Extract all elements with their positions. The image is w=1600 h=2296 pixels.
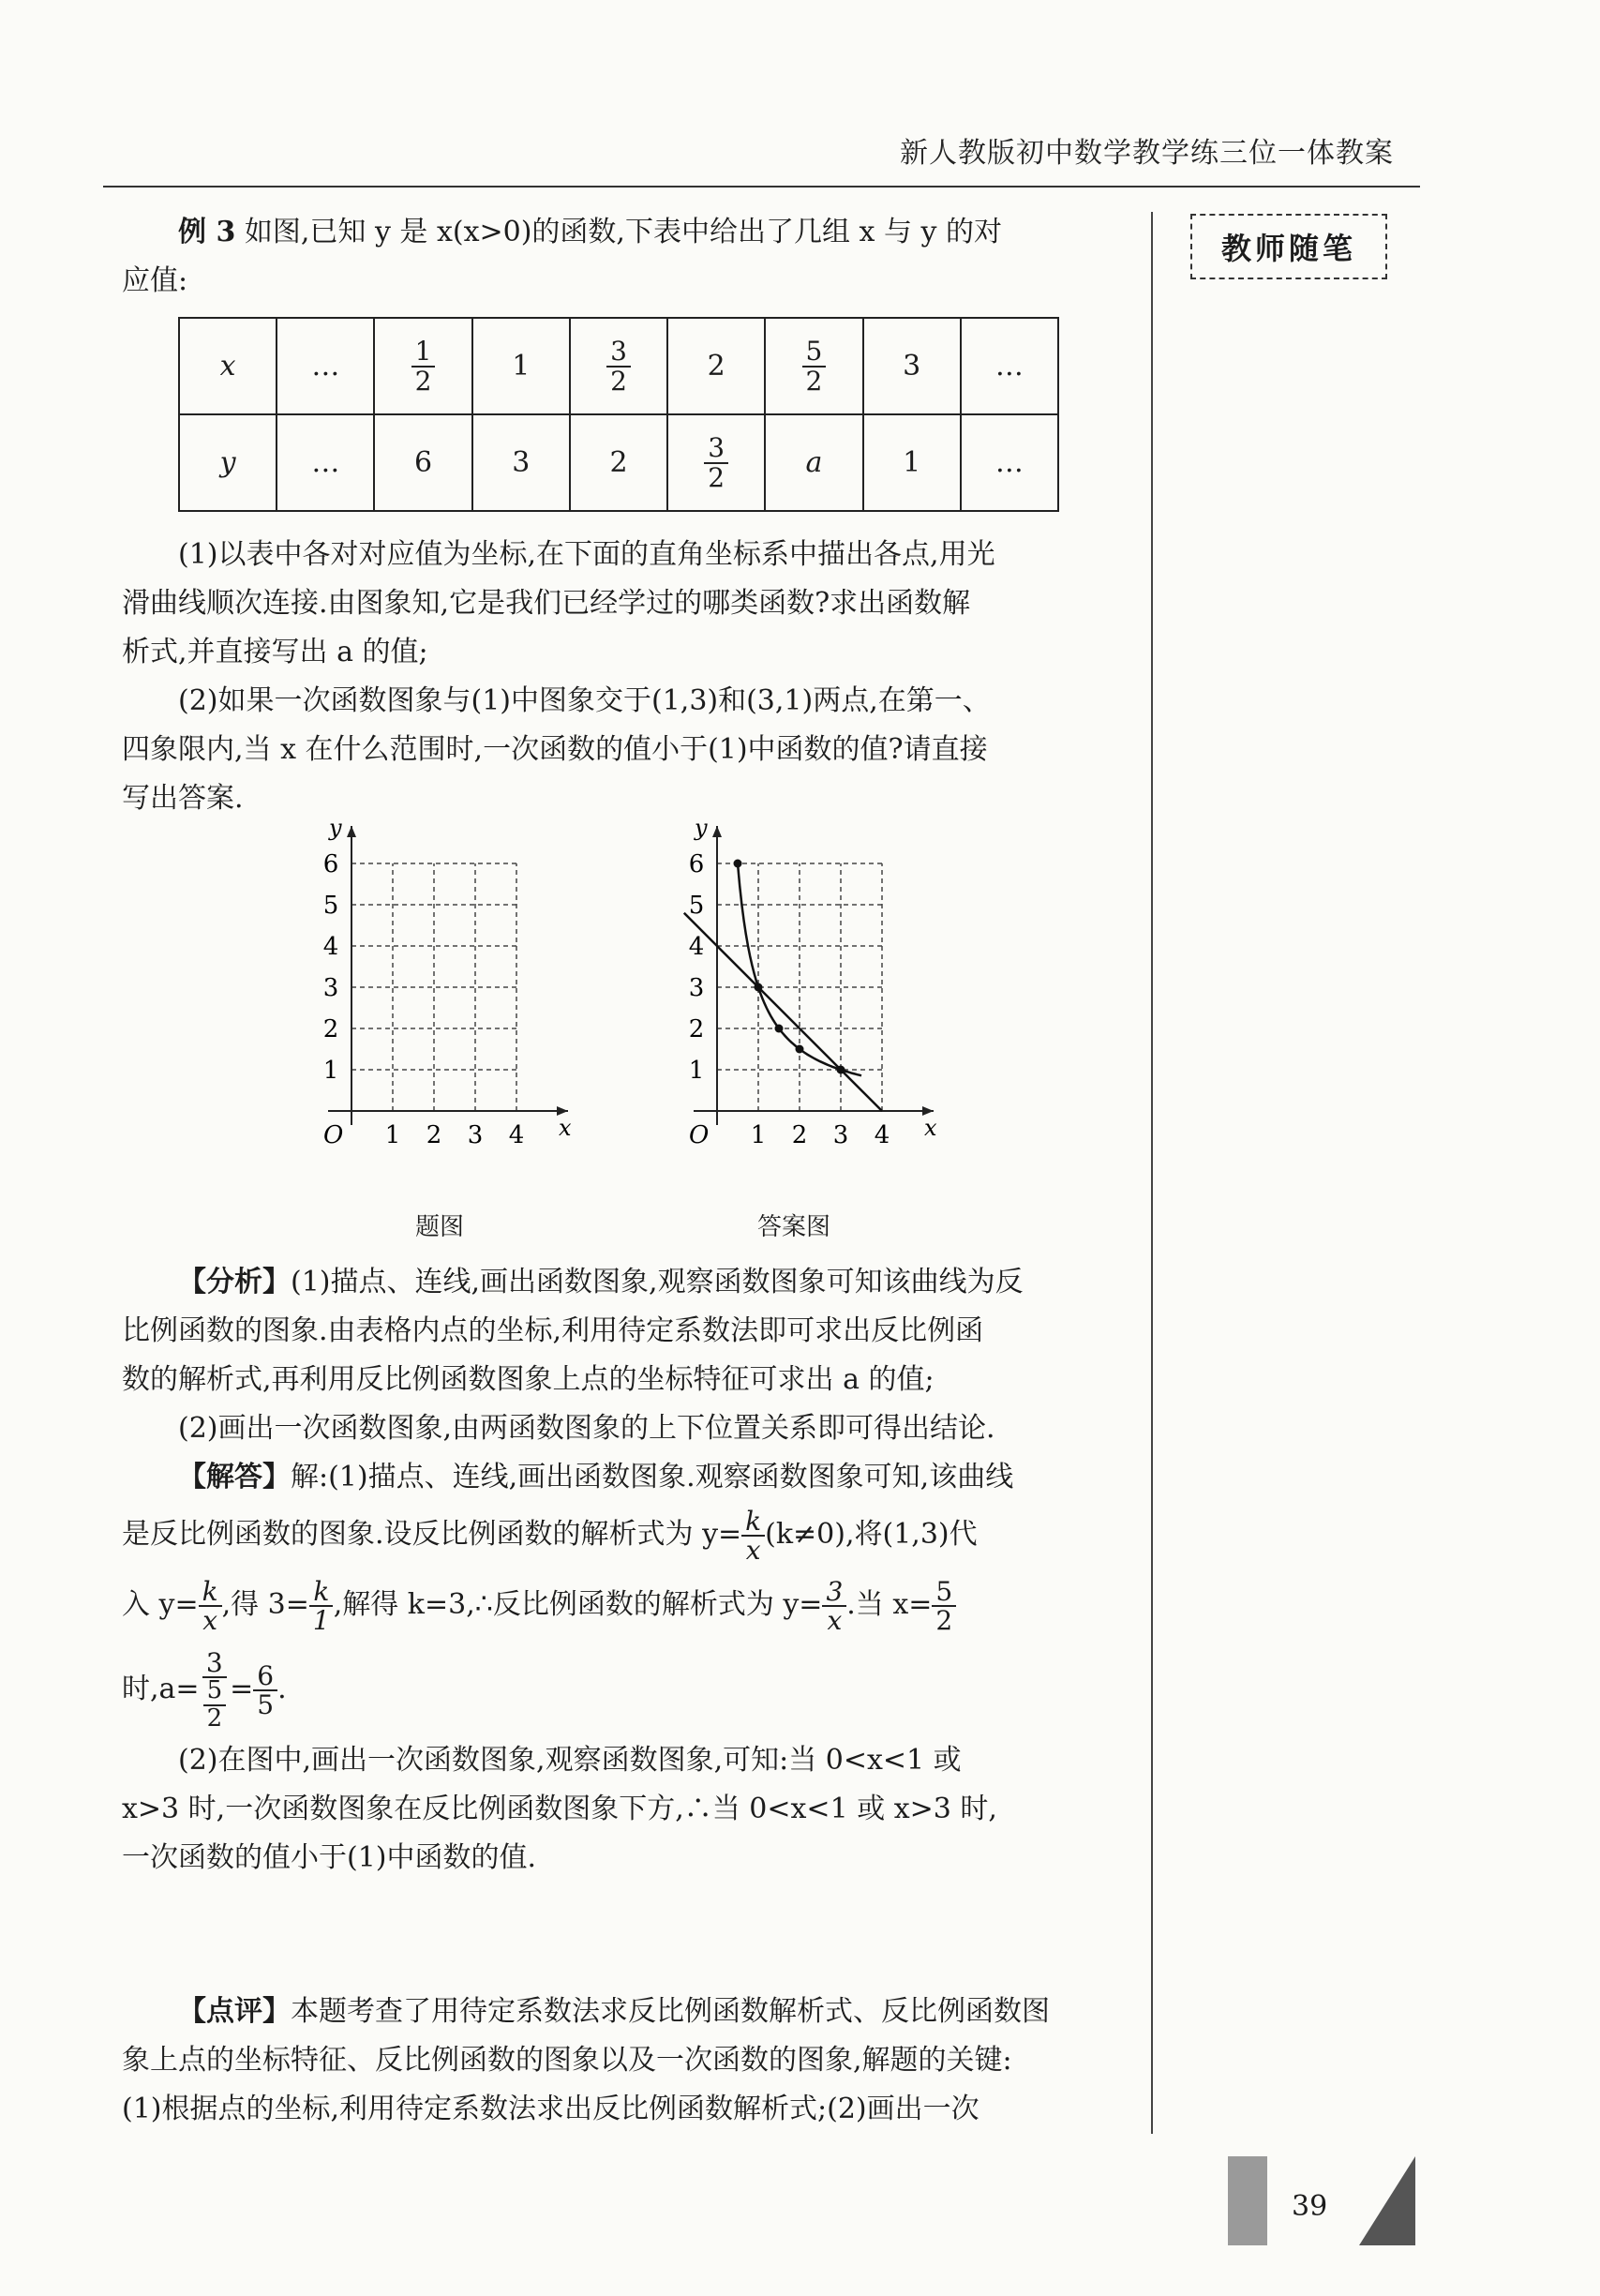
solution-line1: 解:(1)描点、连线,画出函数图象.观察函数图象可知,该曲线 [291, 1461, 1014, 1493]
xy-value-table [178, 317, 1059, 512]
x-tick-label: 3 [467, 1121, 484, 1149]
solution-part2-line3: 一次函数的值小于(1)中函数的值. [122, 1841, 537, 1874]
table-cell: … [961, 414, 1058, 511]
table-row-y [179, 414, 1058, 511]
solution-label: 【解答】 [178, 1461, 291, 1493]
page-tab-marker [1228, 2156, 1267, 2245]
table-cell [667, 414, 765, 511]
q1-line1: (1)以表中各对对应值为坐标,在下面的直角坐标系中描出各点,用光 [178, 538, 995, 571]
y-axis-label: y [329, 815, 342, 841]
x-tick-label: 2 [791, 1121, 808, 1149]
graph-caption-left: 题图 [415, 1213, 465, 1241]
y-axis-arrow [712, 826, 722, 837]
x-tick-label: 1 [750, 1121, 767, 1149]
table-cell: … [277, 414, 374, 511]
q1-line2: 滑曲线顺次连接.由图象知,它是我们已经学过的哪类函数?求出函数解 [122, 587, 971, 620]
table-cell: 2 [570, 414, 667, 511]
fraction: $\frac{3}{2}$ [704, 434, 728, 491]
solution-section [122, 1453, 1134, 1883]
analysis-line4: (2)画出一次函数图象,由两函数图象的上下位置关系即可得出结论. [178, 1412, 995, 1445]
y-tick-label: 3 [688, 974, 705, 1002]
analysis-line1: (1)描点、连线,画出函数图象,观察函数图象可知该曲线为反 [291, 1266, 1024, 1298]
corner-triangle-decoration [1359, 2156, 1415, 2245]
graph-caption-right: 答案图 [757, 1213, 831, 1241]
analysis-line3: 数的解析式,再利用反比例函数图象上点的坐标特征可求出 a 的值; [122, 1363, 935, 1396]
table-cell: 3 [863, 318, 961, 414]
graph-question [300, 815, 581, 1149]
fraction: $\frac{3}{\frac{5}{2}}$ [200, 1649, 231, 1732]
example-intro [122, 208, 1134, 306]
header-rule [103, 186, 1420, 188]
solution-line4: 时,a= $\frac{3}{\frac{5}{2}}$ = $\frac{6}{5}$ . [122, 1647, 287, 1733]
x-tick-label: 2 [426, 1121, 442, 1149]
y-tick-label: 2 [688, 1015, 705, 1043]
y-tick-label: 3 [322, 974, 339, 1002]
teacher-notes-box: 教师随笔 [1190, 214, 1387, 279]
y-tick-label: 1 [322, 1057, 339, 1085]
inverse-curve [738, 863, 861, 1075]
fraction: $\frac{5}{2}$ [932, 1578, 956, 1635]
comment-label: 【点评】 [178, 1995, 291, 2028]
analysis-line2: 比例函数的图象.由表格内点的坐标,利用待定系数法即可求出反比例函 [122, 1314, 984, 1347]
data-point [734, 860, 742, 868]
comment-line2: 象上点的坐标特征、反比例函数的图象以及一次函数的图象,解题的关键: [122, 2044, 1012, 2077]
y-tick-label: 2 [322, 1015, 339, 1043]
fraction: $\frac{1}{2}$ [411, 338, 436, 395]
graph-answer [647, 815, 947, 1149]
table-cell [570, 318, 667, 414]
table-cell: 2 [667, 318, 765, 414]
table-cell: 1 [472, 318, 570, 414]
fraction: $\frac{k}{x}$ [199, 1578, 222, 1635]
questions [122, 531, 1134, 823]
comment-line1: 本题考查了用待定系数法求反比例函数解析式、反比例函数图 [291, 1995, 1050, 2028]
example-label: 例 3 [178, 216, 236, 248]
y-tick-label: 1 [688, 1057, 705, 1085]
table-cell: 3 [472, 414, 570, 511]
q2-line1: (2)如果一次函数图象与(1)中图象交于(1,3)和(3,1)两点,在第一、 [178, 684, 991, 717]
x-tick-label: 3 [832, 1121, 849, 1149]
table-cell: … [277, 318, 374, 414]
y-tick-label: 6 [688, 850, 705, 878]
analysis-label: 【分析】 [178, 1266, 291, 1298]
table-cell: … [961, 318, 1058, 414]
y-tick-label: 4 [688, 933, 705, 961]
table-cell: 1 [863, 414, 961, 511]
origin-label: O [689, 1121, 710, 1149]
x-axis-label: x [559, 1115, 572, 1141]
origin-label: O [323, 1121, 344, 1149]
x-tick-label: 1 [384, 1121, 401, 1149]
y-tick-label: 5 [322, 892, 339, 920]
fraction: $\frac{3}{x}$ [822, 1578, 846, 1635]
table-cell: x [179, 318, 277, 414]
fraction: $\frac{k}{1}$ [309, 1578, 334, 1635]
comment-line3: (1)根据点的坐标,利用待定系数法求出反比例函数解析式;(2)画出一次 [122, 2093, 979, 2125]
table-cell [374, 318, 471, 414]
column-divider [1151, 212, 1153, 2134]
analysis-section [122, 1258, 1134, 1453]
x-axis-label: x [924, 1115, 937, 1141]
y-axis-arrow [347, 826, 356, 837]
table-cell: y [179, 414, 277, 511]
y-tick-label: 6 [322, 850, 339, 878]
header-title: 新人教版初中数学教学练三位一体教案 [900, 137, 1394, 170]
y-tick-label: 5 [688, 892, 705, 920]
comment-section [122, 1988, 1134, 2134]
example-intro-line1: 如图,已知 y 是 x(x>0)的函数,下表中给出了几组 x 与 y 的对 [244, 216, 1002, 248]
table-cell: a [765, 414, 862, 511]
y-tick-label: 4 [322, 933, 339, 961]
fraction: $\frac{3}{2}$ [606, 338, 631, 395]
page-number: 39 [1292, 2190, 1328, 2223]
table-cell [765, 318, 862, 414]
solution-part2-line1: (2)在图中,画出一次函数图象,观察函数图象,可知:当 0<x<1 或 [178, 1744, 962, 1777]
table-row-x [179, 318, 1058, 414]
solution-line2: 是反比例函数的图象.设反比例函数的解析式为 y= $\frac{k}{x}$ (k≠0),将(1,3)代 [122, 1505, 978, 1566]
fraction: $\frac{k}{x}$ [741, 1508, 765, 1565]
solution-part2-line2: x>3 时,一次函数图象在反比例函数图象下方,∴当 0<x<1 或 x>3 时, [122, 1793, 997, 1825]
fraction: $\frac{6}{5}$ [253, 1662, 277, 1719]
q2-line2: 四象限内,当 x 在什么范围时,一次函数的值小于(1)中函数的值?请直接 [122, 733, 988, 766]
linear-function-line [684, 913, 882, 1111]
q2-line3: 写出答案. [122, 782, 244, 815]
data-point [796, 1045, 804, 1054]
table-cell: 6 [374, 414, 471, 511]
q1-line3: 析式,并直接写出 a 的值; [122, 636, 428, 668]
example-intro-line2: 应值: [122, 264, 188, 297]
solution-line3: 入 y= $\frac{k}{x}$ ,得 3= $\frac{k}{1}$ ,解得 k=3,∴反比例函数的解析式为 y= $\frac{3}{x}$ .当 x= $\frac{5}{2}$ [122, 1568, 1134, 1643]
fraction: $\frac{5}{2}$ [802, 338, 827, 395]
data-point [775, 1025, 784, 1033]
x-tick-label: 4 [508, 1121, 525, 1149]
x-tick-label: 4 [874, 1121, 890, 1149]
y-axis-label: y [695, 815, 708, 841]
